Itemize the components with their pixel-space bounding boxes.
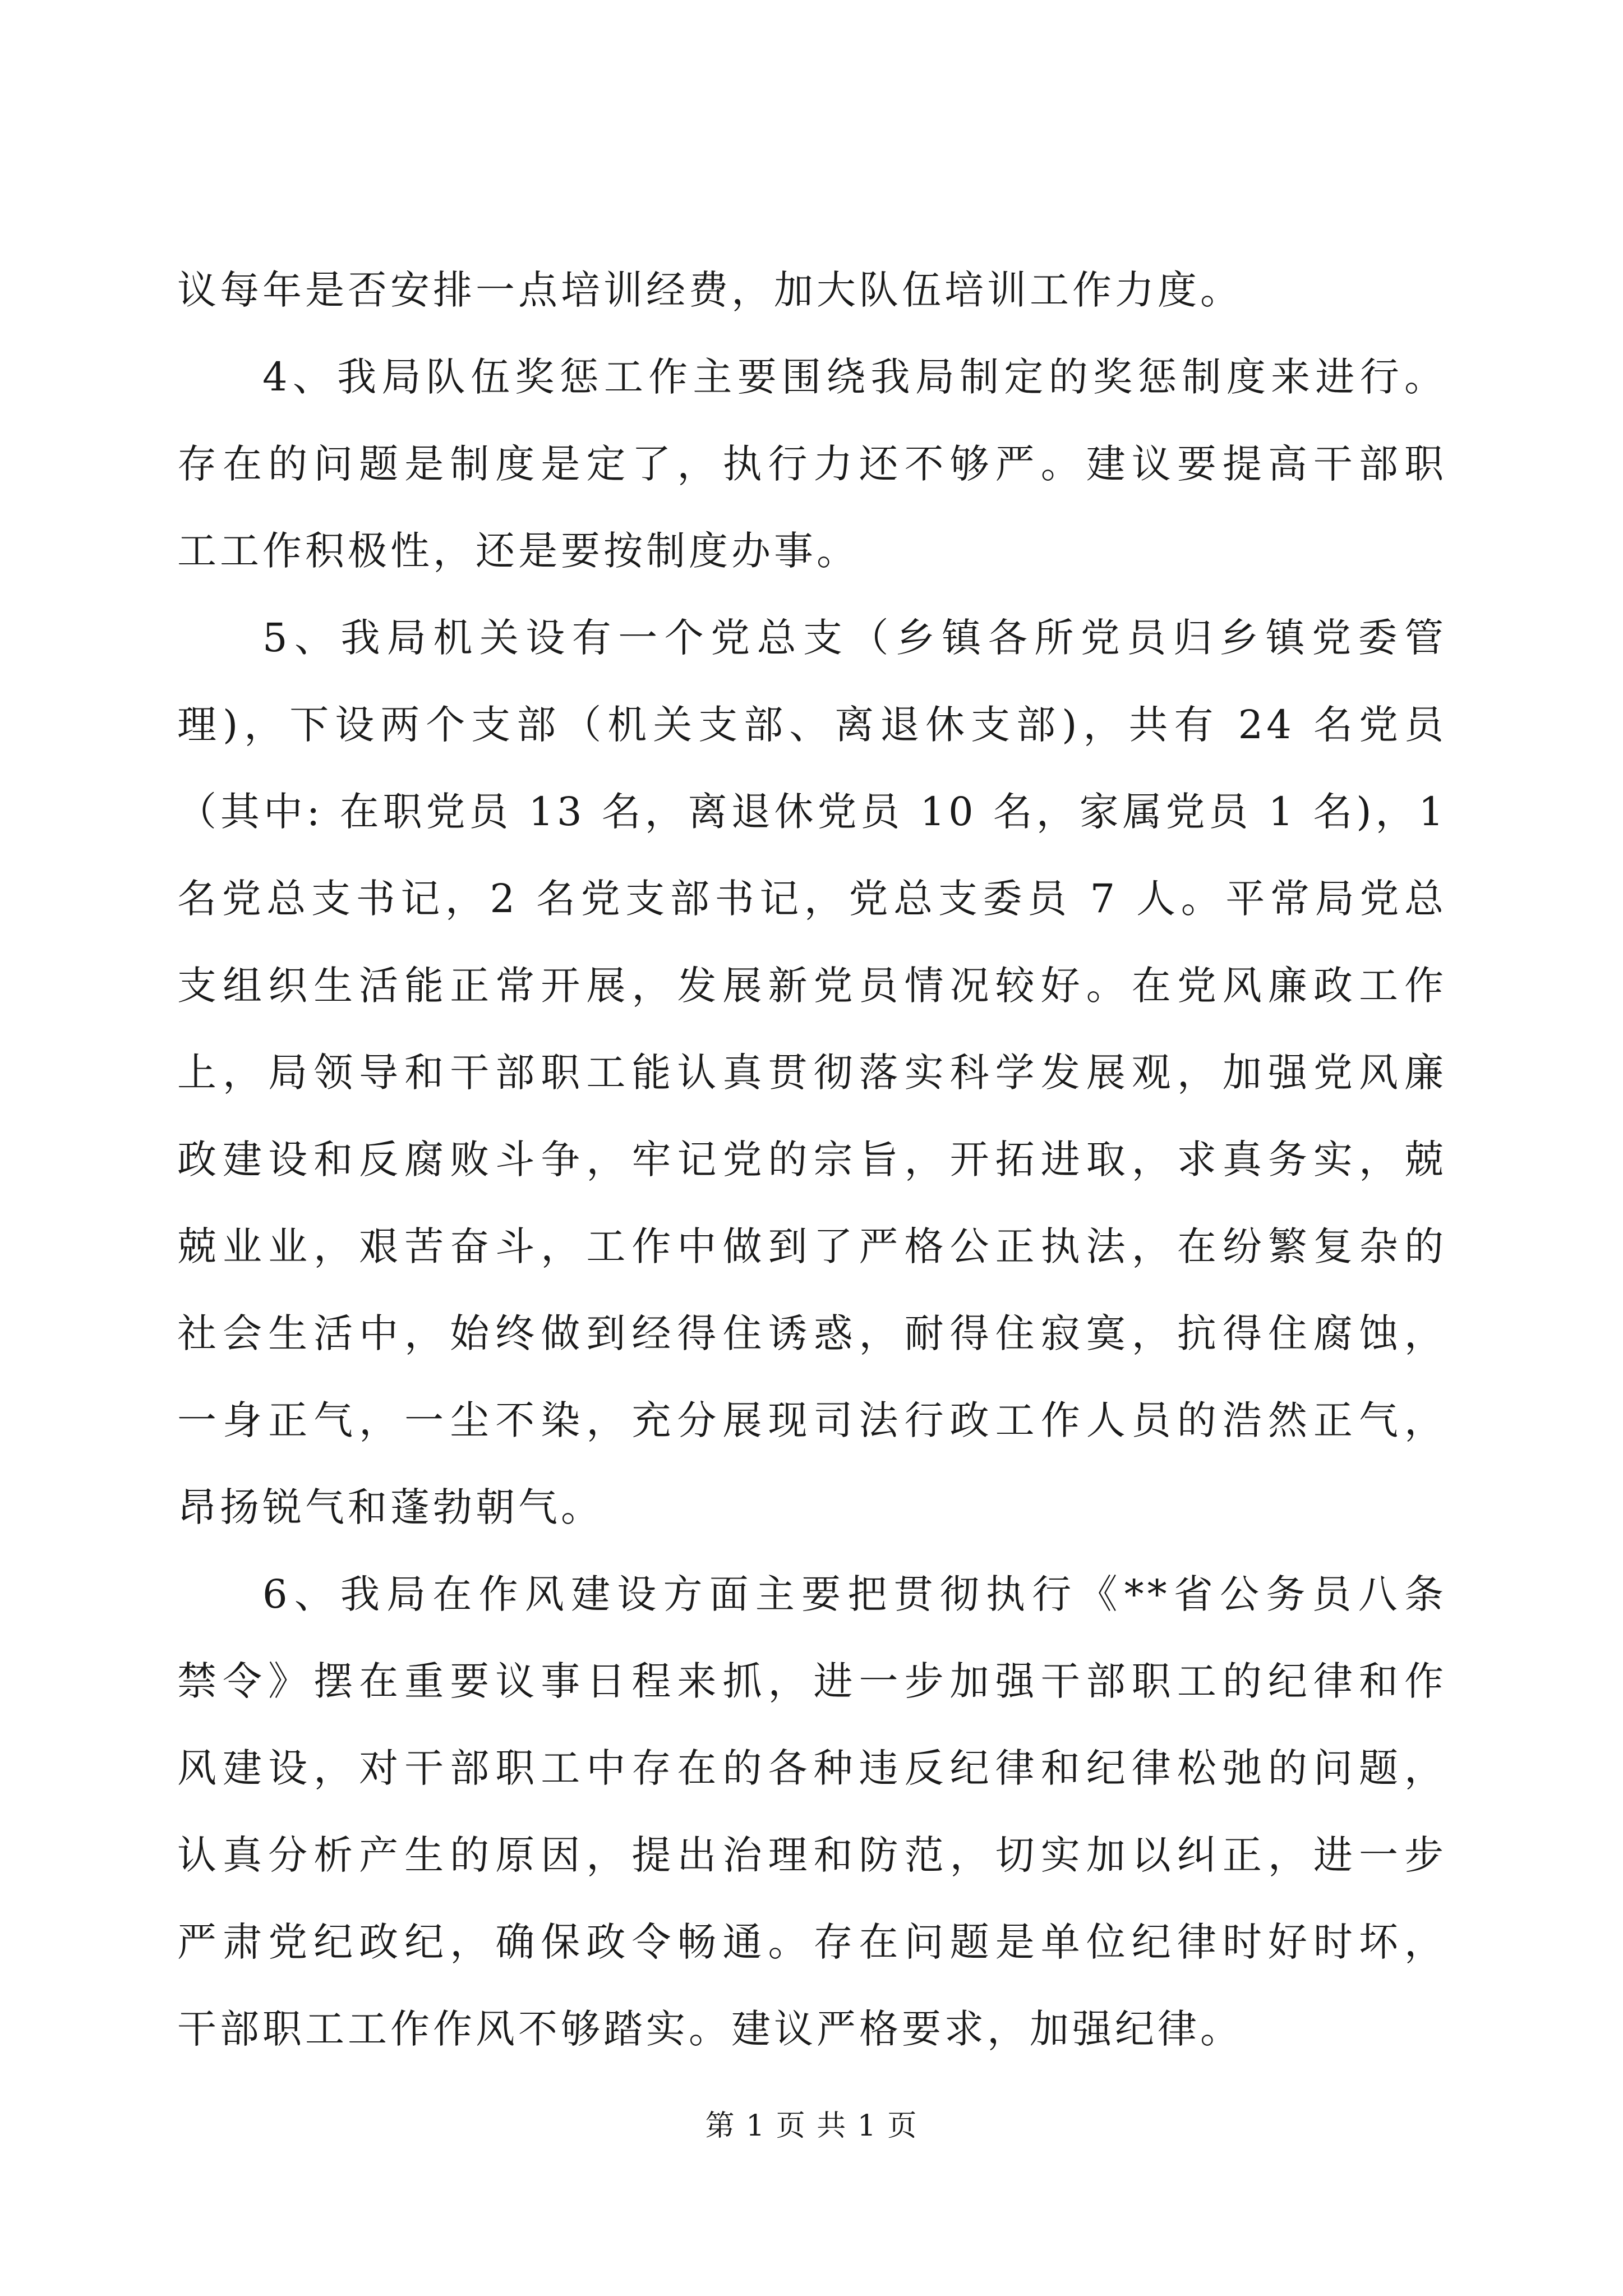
text-line: 名党总支书记，2 名党支部书记，党总支委员 7 人。平常局党总 — [177, 876, 1447, 922]
text-line: 兢业业，艰苦奋斗，工作中做到了严格公正执法，在纷繁复杂的 — [177, 1223, 1447, 1269]
text-line: 一身正气，一尘不染，充分展现司法行政工作人员的浩然正气， — [177, 1397, 1447, 1443]
text-line: 政建设和反腐败斗争，牢记党的宗旨，开拓进取，求真务实，兢 — [177, 1137, 1447, 1182]
text-line: 禁令》摆在重要议事日程来抓，进一步加强干部职工的纪律和作 — [177, 1658, 1447, 1704]
text-line: 理)，下设两个支部（机关支部、离退休支部)，共有 24 名党员 — [177, 702, 1447, 748]
text-line: （其中: 在职党员 13 名，离退休党员 10 名，家属党员 1 名)，1 — [177, 789, 1447, 835]
text-line: 严肃党纪政纪，确保政令畅通。存在问题是单位纪律时好时坏， — [177, 1919, 1447, 1965]
text-line: 认真分析产生的原因，提出治理和防范，切实加以纠正，进一步 — [177, 1832, 1447, 1878]
text-line: 干部职工工作作风不够踏实。建议严格要求，加强纪律。 — [177, 2006, 1243, 2052]
text-line: 存在的问题是制度是定了，执行力还不够严。建议要提高干部职 — [177, 441, 1447, 487]
text-line: 4、我局队伍奖惩工作主要围绕我局制定的奖惩制度来进行。 — [262, 354, 1447, 400]
text-line: 议每年是否安排一点培训经费，加大队伍培训工作力度。 — [177, 267, 1243, 313]
text-line: 风建设，对干部职工中存在的各种违反纪律和纪律松弛的问题， — [177, 1745, 1447, 1791]
text-line: 社会生活中，始终做到经得住诱惑，耐得住寂寞，抗得住腐蚀， — [177, 1310, 1447, 1356]
text-line: 6、我局在作风建设方面主要把贯彻执行《**省公务员八条 — [262, 1571, 1447, 1617]
page-footer: 第 1 页 共 1 页 — [705, 2109, 918, 2143]
text-line: 上，局领导和干部职工能认真贯彻落实科学发展观，加强党风廉 — [177, 1050, 1447, 1096]
document-body — [177, 247, 1447, 2073]
text-line: 5、我局机关设有一个党总支（乡镇各所党员归乡镇党委管 — [262, 615, 1447, 661]
text-line: 工工作积极性，还是要按制度办事。 — [177, 528, 859, 574]
text-line: 昂扬锐气和蓬勃朝气。 — [177, 1484, 603, 1530]
text-line: 支组织生活能正常开展，发展新党员情况较好。在党风廉政工作 — [177, 963, 1447, 1009]
